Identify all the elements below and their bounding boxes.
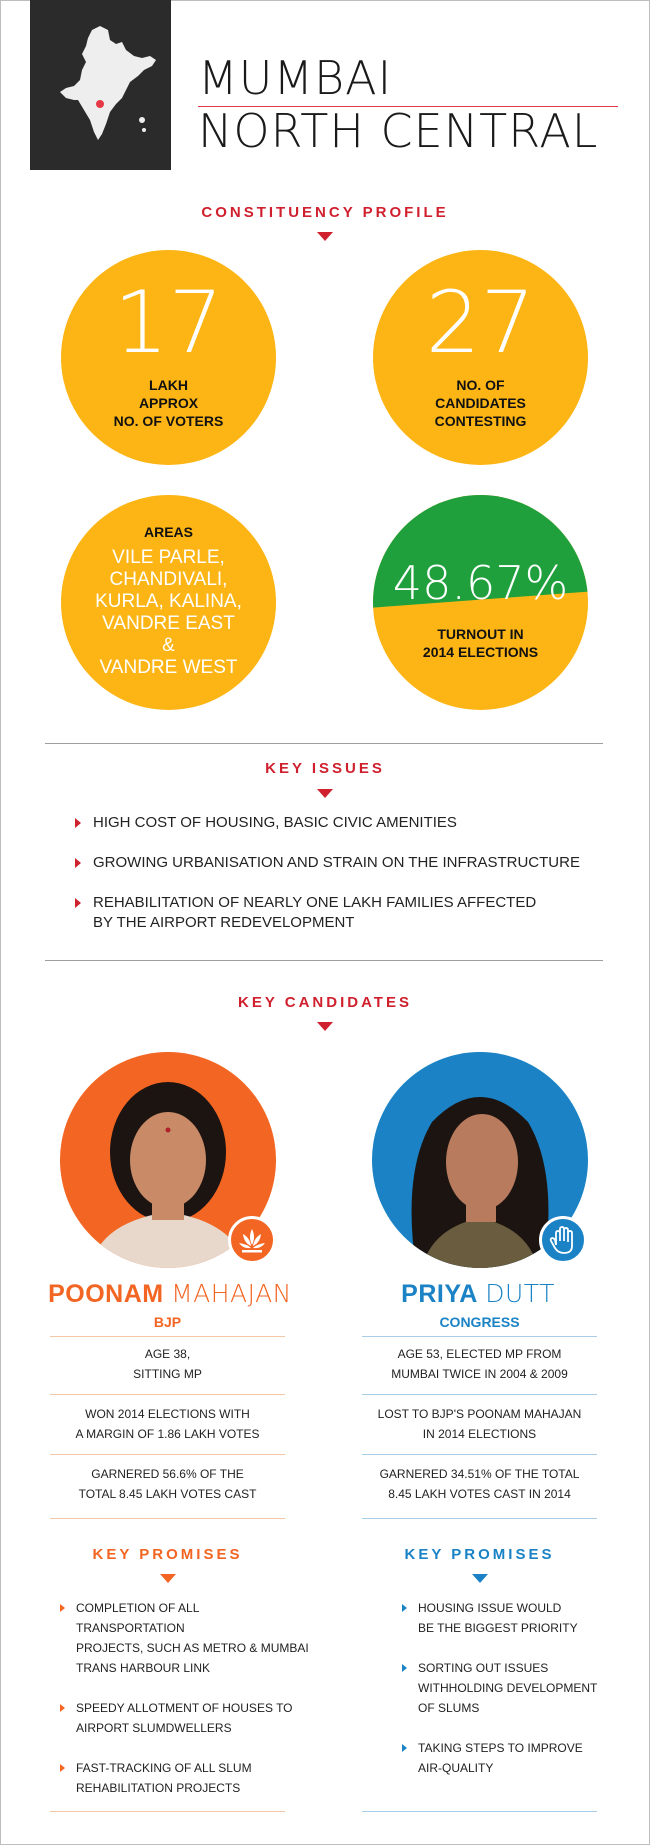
bullet-arrow-icon — [402, 1744, 407, 1752]
bjp-promises-list — [60, 1598, 310, 1818]
bjp-candidate-name — [25, 1279, 315, 1309]
section-divider — [45, 743, 603, 744]
congress-fact-item — [362, 1344, 597, 1384]
fact-divider — [362, 1454, 597, 1455]
promise-item — [60, 1698, 310, 1738]
areas-label: AREAS — [143, 524, 193, 540]
areas-circle — [61, 495, 276, 710]
congress-promises-list — [402, 1598, 622, 1798]
fact-line: A MARGIN OF 1.86 LAKH VOTES — [75, 1427, 260, 1441]
promise-line: SPEEDY ALLOTMENT OF HOUSES TO — [76, 1701, 293, 1715]
key-issues-heading: KEY ISSUES — [265, 760, 385, 777]
india-map-tile — [30, 0, 171, 170]
congress-fact-item — [362, 1464, 597, 1504]
bullet-arrow-icon — [60, 1764, 65, 1772]
issue-item — [75, 893, 545, 933]
congress-promises-heading: KEY PROMISES — [404, 1546, 555, 1563]
fact-divider — [362, 1518, 597, 1519]
fact-line: LOST TO BJP'S POONAM MAHAJAN — [377, 1407, 582, 1421]
area-item: VILE PARLE, — [112, 547, 225, 568]
voters-caption-line: NO. OF VOTERS — [113, 413, 224, 429]
promise-line: COMPLETION OF ALL TRANSPORTATION — [76, 1601, 199, 1635]
issue-item — [75, 853, 595, 873]
bullet-arrow-icon — [75, 818, 81, 828]
area-item: & — [162, 635, 175, 656]
turnout-caption-line: TURNOUT IN — [437, 626, 524, 642]
area-item: VANDRE EAST — [102, 613, 235, 634]
fact-line: GARNERED 56.6% OF THE — [91, 1467, 244, 1481]
turnout-caption — [373, 625, 588, 661]
turnout-caption-line: 2014 ELECTIONS — [422, 644, 539, 660]
area-item: KURLA, KALINA, — [95, 591, 242, 612]
bjp-fact-item — [50, 1404, 285, 1444]
issue-item — [75, 813, 595, 833]
title-line-1: MUMBAI — [198, 51, 393, 105]
promise-item — [402, 1738, 622, 1778]
promise-item — [402, 1598, 622, 1638]
fact-divider — [50, 1454, 285, 1455]
promise-line: SORTING OUT ISSUES — [418, 1661, 549, 1675]
title-line-2: NORTH CENTRAL — [198, 104, 599, 158]
column-end-divider — [50, 1811, 285, 1812]
lotus-icon — [228, 1216, 276, 1264]
india-map-icon — [30, 0, 171, 170]
fact-line: IN 2014 ELECTIONS — [422, 1427, 537, 1441]
fact-line: AGE 38, — [144, 1347, 191, 1361]
candidates-circle — [373, 250, 588, 465]
voters-circle — [61, 250, 276, 465]
promise-line: TRANS HARBOUR LINK — [76, 1661, 211, 1675]
candidate-last-name: DUTT — [485, 1279, 555, 1308]
key-candidates-heading: KEY CANDIDATES — [238, 994, 412, 1011]
promise-line: TAKING STEPS TO IMPROVE — [418, 1741, 583, 1755]
turnout-circle — [373, 495, 588, 710]
congress-fact-item — [362, 1404, 597, 1444]
voters-number: 17 — [113, 273, 224, 373]
area-item: VANDRE WEST — [99, 657, 238, 678]
promise-line: HOUSING ISSUE WOULD — [418, 1601, 562, 1615]
fact-line: GARNERED 34.51% OF THE TOTAL — [379, 1467, 580, 1481]
bullet-arrow-icon — [75, 858, 81, 868]
bjp-fact-item — [50, 1344, 285, 1384]
issue-text: HIGH COST OF HOUSING, BASIC CIVIC AMENITIES — [93, 814, 457, 831]
candidates-heading-marker-icon — [317, 1022, 333, 1031]
voters-caption — [61, 376, 276, 430]
lotus-icon-shape — [231, 1219, 273, 1261]
bullet-arrow-icon — [75, 898, 81, 908]
fact-line: AGE 53, ELECTED MP FROM — [397, 1347, 562, 1361]
candidate-first-name: PRIYA — [401, 1280, 478, 1308]
candidate-last-name: MAHAJAN — [171, 1279, 292, 1308]
congress-promises-marker-icon — [472, 1574, 488, 1583]
fact-divider — [362, 1394, 597, 1395]
candidates-caption-line: CONTESTING — [434, 413, 527, 429]
issue-text: GROWING URBANISATION AND STRAIN ON THE INFRASTRUCTURE — [93, 854, 580, 871]
hand-icon — [539, 1216, 587, 1264]
candidate-first-name: POONAM — [48, 1280, 164, 1308]
section-divider — [45, 960, 603, 961]
promise-line: PROJECTS, SUCH AS METRO & MUMBAI — [76, 1641, 309, 1655]
candidates-number: 27 — [425, 273, 536, 373]
promise-item — [60, 1758, 310, 1798]
turnout-value: 48.67% — [392, 556, 569, 610]
voters-caption-line: LAKH — [149, 377, 188, 393]
issues-list — [75, 813, 595, 953]
bullet-arrow-icon — [60, 1704, 65, 1712]
profile-heading-marker-icon — [317, 232, 333, 241]
promise-line: AIRPORT SLUMDWELLERS — [76, 1721, 232, 1735]
candidates-caption — [373, 376, 588, 430]
voters-caption-line: APPROX — [138, 395, 199, 411]
promise-item — [402, 1658, 622, 1718]
promise-line: BE THE BIGGEST PRIORITY — [418, 1621, 578, 1635]
fact-line: SITTING MP — [133, 1367, 202, 1381]
promise-line: WITHHOLDING DEVELOPMENT — [418, 1681, 598, 1695]
fact-line: MUMBAI TWICE IN 2004 & 2009 — [391, 1367, 568, 1381]
bjp-fact-item — [50, 1464, 285, 1504]
area-item: CHANDIVALI, — [109, 569, 228, 590]
column-end-divider — [362, 1811, 597, 1812]
bullet-arrow-icon — [402, 1664, 407, 1672]
candidates-caption-line: CANDIDATES — [435, 395, 526, 411]
fact-divider — [50, 1394, 285, 1395]
fact-line: TOTAL 8.45 LAKH VOTES CAST — [78, 1487, 257, 1501]
hand-icon-shape — [542, 1219, 584, 1261]
issues-heading-marker-icon — [317, 789, 333, 798]
bjp-promises-marker-icon — [160, 1574, 176, 1583]
congress-candidate-name — [333, 1279, 623, 1309]
areas-list — [61, 547, 276, 679]
issue-text: REHABILITATION OF NEARLY ONE LAKH FAMILIES AFFECTED BY THE AIRPORT REDEVELOPMENT — [93, 894, 537, 931]
fact-line: WON 2014 ELECTIONS WITH — [85, 1407, 250, 1421]
promise-line: REHABILITATION PROJECTS — [76, 1781, 241, 1795]
promise-line: FAST-TRACKING OF ALL SLUM — [76, 1761, 252, 1775]
candidates-caption-line: NO. OF — [456, 377, 505, 393]
bullet-arrow-icon — [60, 1604, 65, 1612]
promise-item — [60, 1598, 310, 1678]
fact-line: 8.45 LAKH VOTES CAST IN 2014 — [388, 1487, 571, 1501]
promise-line: OF SLUMS — [418, 1701, 480, 1715]
bullet-arrow-icon — [402, 1604, 407, 1612]
bjp-party-label: BJP — [50, 1314, 285, 1337]
bjp-promises-heading: KEY PROMISES — [92, 1546, 243, 1563]
constituency-profile-heading: CONSTITUENCY PROFILE — [201, 204, 449, 221]
congress-party-label: CONGRESS — [362, 1314, 597, 1337]
fact-divider — [50, 1518, 285, 1519]
page-title — [198, 52, 628, 158]
promise-line: AIR-QUALITY — [418, 1761, 494, 1775]
